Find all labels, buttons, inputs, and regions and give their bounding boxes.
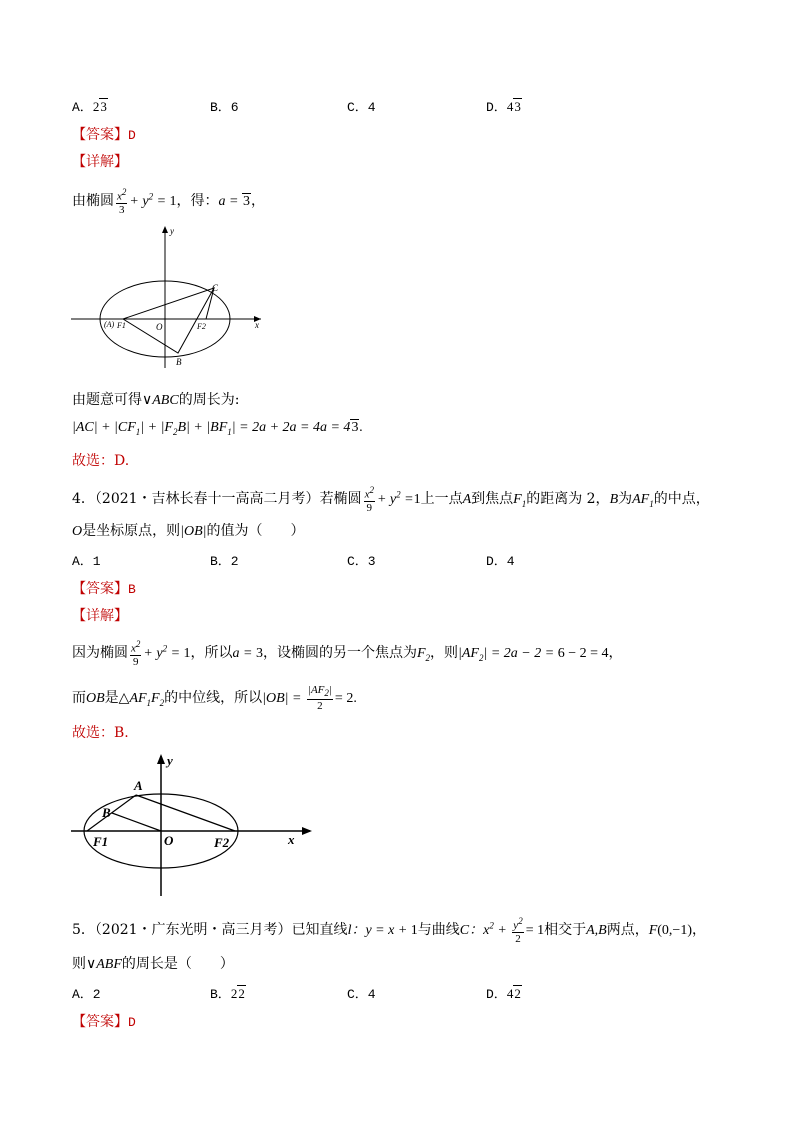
fig2-label-b: B — [102, 805, 111, 820]
q4-option-b: B．2 — [210, 554, 239, 569]
fig2-label-f2: F2 — [214, 835, 230, 850]
fig1-label-f2: F2 — [197, 322, 206, 331]
fig1-label-a: (A) — [104, 320, 115, 329]
q4-detail-label: 【详解】 — [72, 608, 128, 624]
fig2-label-f1: F1 — [93, 834, 109, 849]
q4-detail-line2: 而OB是$\triangle AF_1F_2$的中位线，所以|OB| = $\frac{|AF_2|}{2}$ = 2. — [72, 684, 357, 713]
fig2-label-x: x — [288, 832, 295, 847]
figure-ellipse-midline — [66, 750, 316, 898]
q5-stem-line1: 5．（2021・广东光明・高三月考）已知直线l：y = x + 1与曲线C：$x^2$ + $\frac{y^2}{2}$ = 1相交于A,B两点，F(0,−1)， — [72, 916, 706, 945]
q5-option-a: A．2 — [72, 987, 101, 1002]
q5-option-b: B．22 — [210, 986, 245, 1002]
q3-option-d: D．43 — [486, 99, 521, 115]
q4-option-a: A．1 — [72, 554, 101, 569]
fig2-label-o: O — [164, 833, 174, 848]
fig1-label-o: O — [156, 322, 163, 332]
fig1-label-y: y — [170, 226, 174, 236]
fig2-label-y: y — [167, 753, 173, 768]
q3-option-a: A．23 — [72, 99, 107, 115]
q3-perimeter-formula: $|AC| + |CF_1| + |F_2B| + |BF_1| = 2a + 2a = 4a = 43$. — [72, 420, 363, 437]
q4-answer: 【答案】B — [72, 581, 136, 597]
q4-option-d: D．4 — [486, 554, 515, 569]
fig1-label-x: x — [255, 320, 259, 330]
q3-answer: 【答案】D — [72, 127, 136, 143]
fig1-label-c: C — [212, 283, 219, 293]
fig1-label-b: B — [176, 357, 182, 367]
fig2-label-a: A — [134, 778, 143, 793]
q3-perimeter-intro: 由题意可得∨ABC的周长为: — [72, 392, 240, 408]
q3-option-b: B．6 — [210, 100, 239, 115]
q5-stem-line2: 则∨ABF的周长是（ ） — [72, 956, 234, 972]
fig1-label-f1: F1 — [117, 321, 126, 330]
figure-ellipse-triangle-abc — [66, 222, 276, 372]
q3-detail-line1: 由椭圆 $\frac{x^2}{3}$ + $y^2 = 1$，得：a = 3， — [72, 187, 265, 216]
q5-option-c: C．4 — [347, 987, 376, 1002]
q4-detail-line1: 因为椭圆 $\frac{x^2}{9}$ + $y^2 = 1$，所以a = 3，设椭圆的另一个焦点为$F_2$，则$|AF_2| = 2a - 2 = 6 - 2 = 4$， — [72, 639, 623, 668]
q4-conclusion: 故选：B. — [72, 725, 129, 741]
q5-option-d: D．42 — [486, 986, 521, 1002]
q4-stem-line1: 4．（2021・吉林长春十一高高二月考）若椭圆 $\frac{x^2}{9}$ + $y^2 =1$上一点A到焦点$F_1$的距离为 2，B为$AF_1$的中点， — [72, 485, 710, 514]
q5-answer: 【答案】D — [72, 1014, 136, 1030]
q4-option-c: C．3 — [347, 554, 376, 569]
q3-detail-label: 【详解】 — [72, 154, 128, 170]
q4-stem-line2: O是坐标原点，则|OB|的值为（ ） — [72, 523, 305, 539]
q3-option-c: C．4 — [347, 100, 376, 115]
q3-conclusion: 故选：D. — [72, 453, 130, 469]
